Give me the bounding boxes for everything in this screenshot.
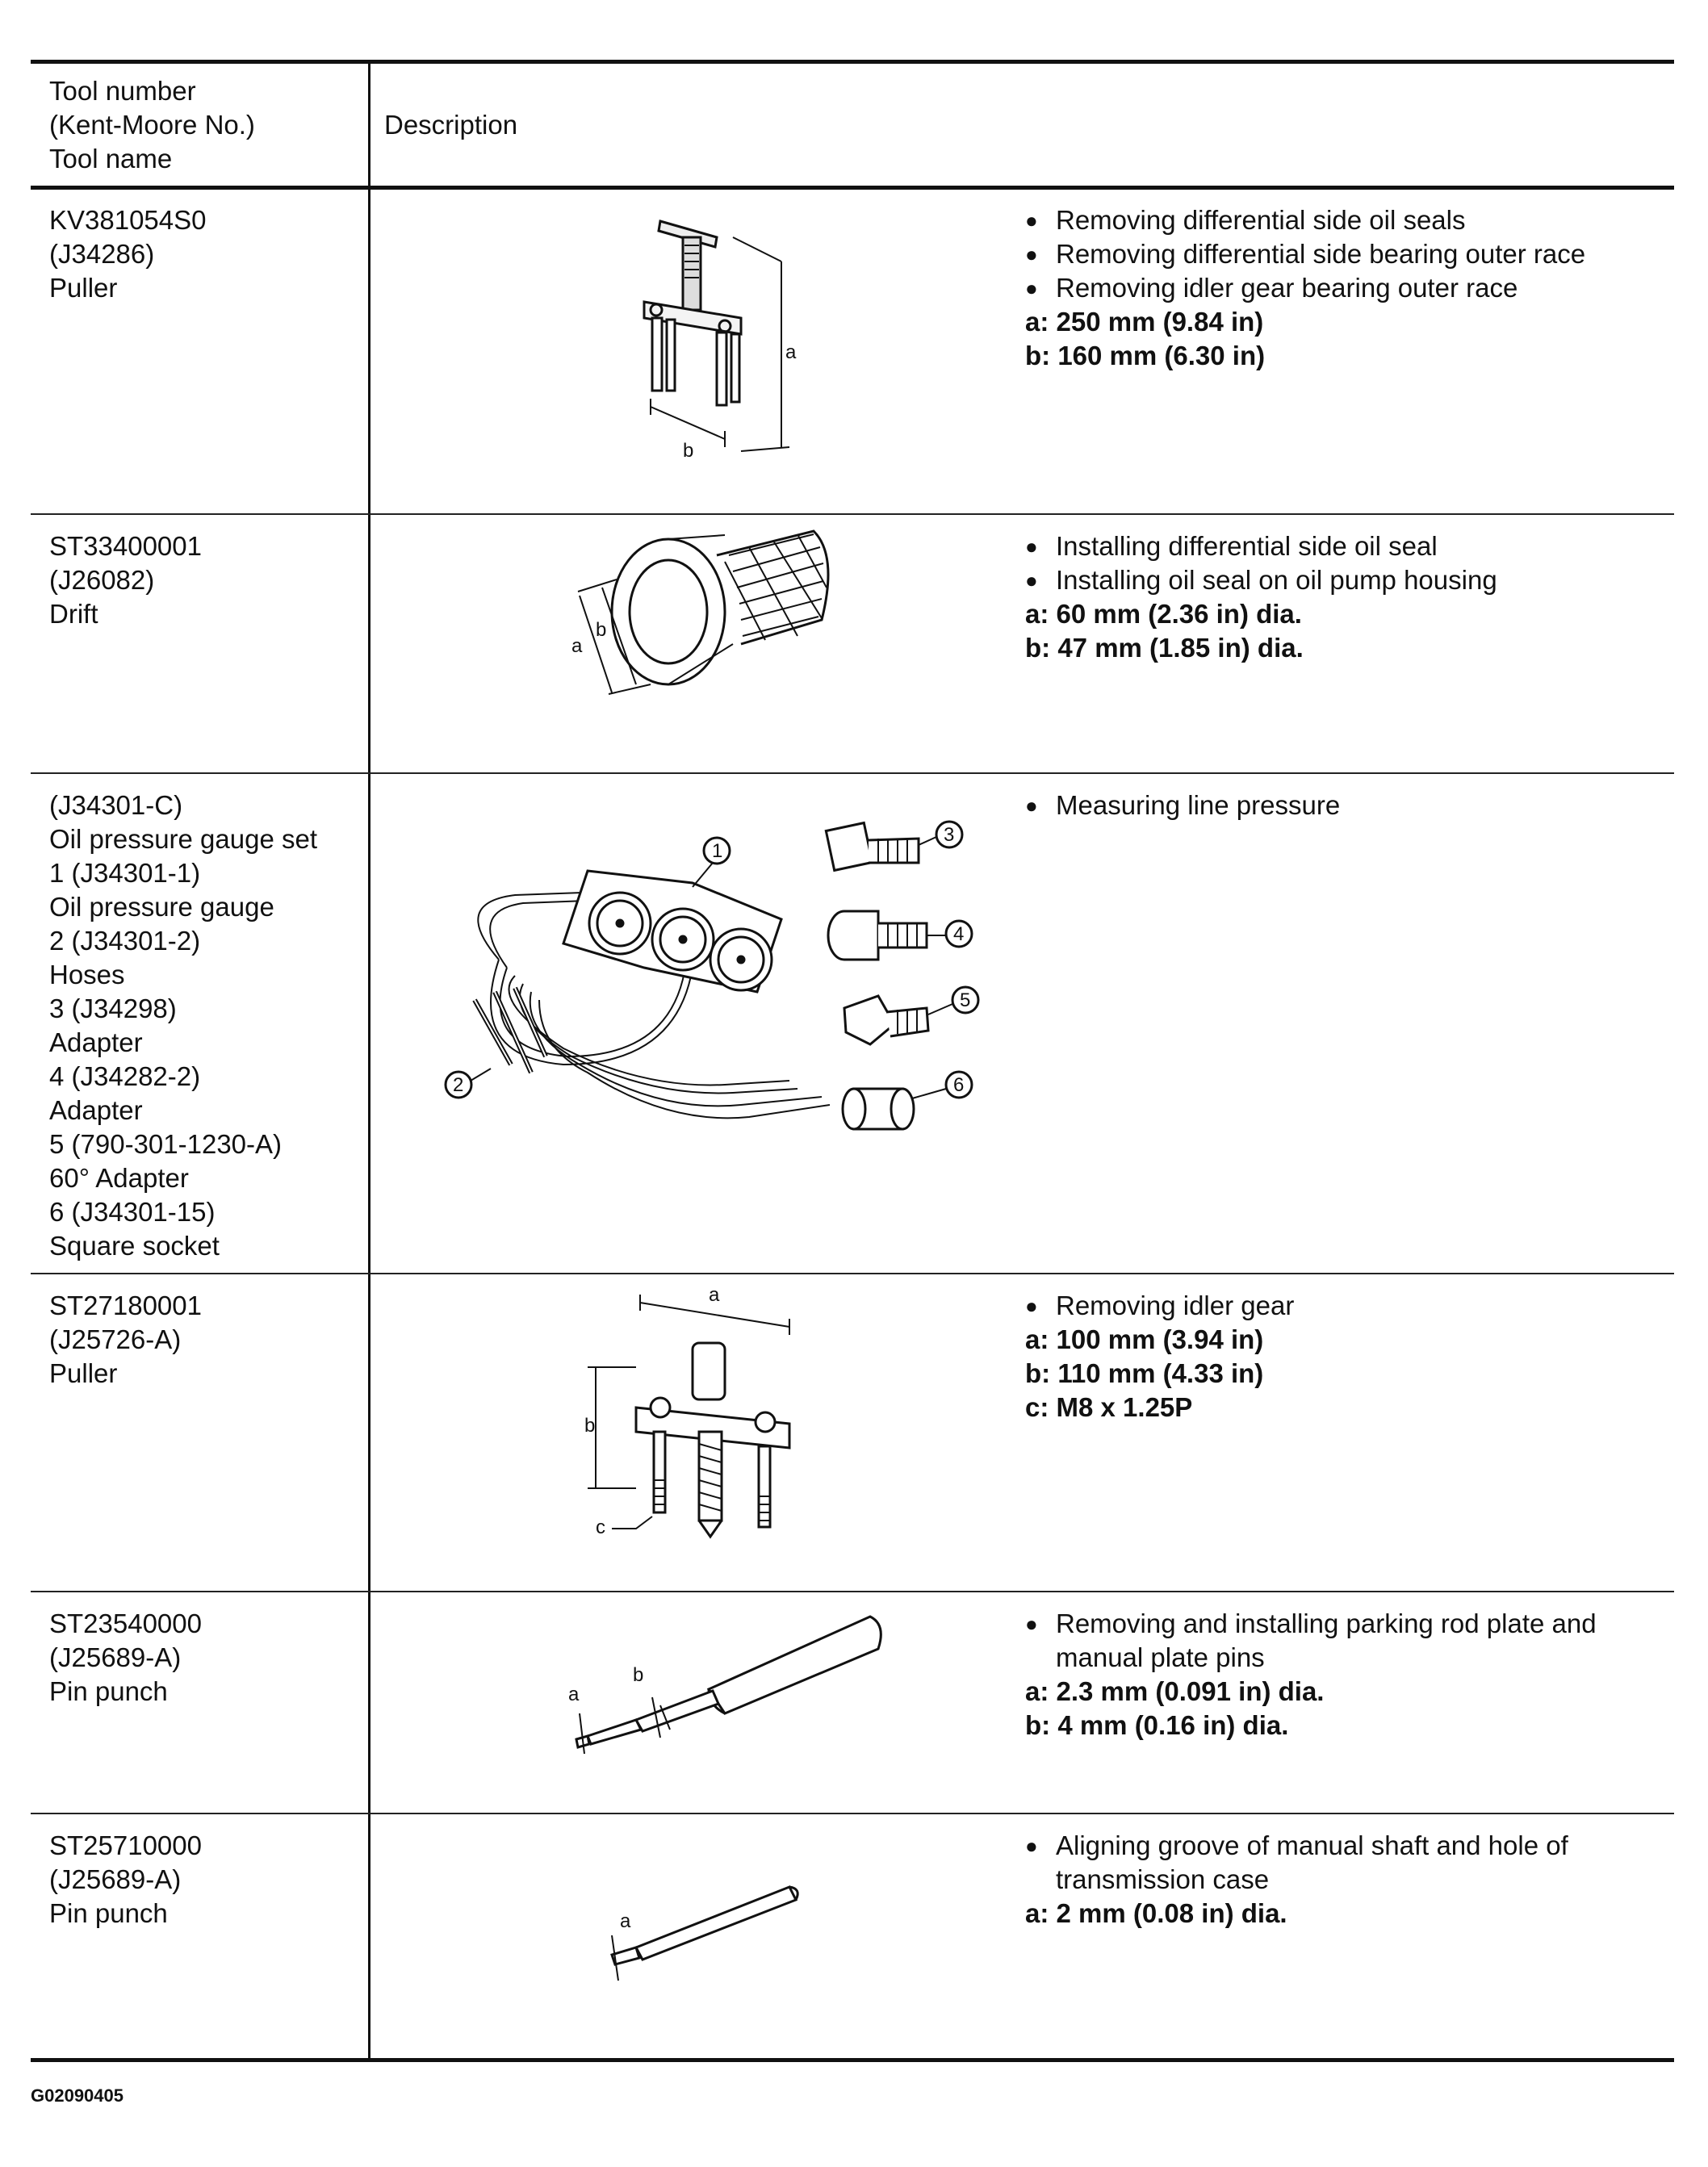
figure-code: G02090405 (31, 2085, 123, 2106)
callout-1: 1 (712, 840, 723, 862)
list-item: ● Removing idler gear bearing outer race (1025, 271, 1671, 305)
list-item: ● Removing idler gear (1025, 1289, 1671, 1323)
table-row (31, 1592, 1674, 1813)
dimension-label-a: a (568, 1684, 580, 1705)
bullet-icon: ● (1025, 1834, 1038, 1858)
dimension-label-b: b (633, 1664, 644, 1686)
bullet-icon: ● (1025, 242, 1038, 266)
part-name: Adapter (49, 1027, 143, 1057)
kent-moore-number: (J25726-A) (49, 1324, 182, 1354)
part-number: 6 (J34301-15) (49, 1197, 216, 1227)
list-item: ● Removing differential side oil seals (1025, 203, 1671, 237)
tool-name: Puller (49, 273, 118, 303)
dimension-label-a: a (709, 1284, 720, 1306)
callout-3: 3 (944, 824, 955, 846)
kit-name: Oil pressure gauge set (49, 824, 318, 854)
tool-id (49, 789, 317, 1263)
drift-illustration (555, 523, 862, 717)
header-tool-number: Tool number (49, 76, 196, 106)
puller-illustration (620, 205, 814, 471)
tool-number: KV381054S0 (49, 205, 207, 235)
callout-4: 4 (953, 923, 965, 945)
part-name: 60° Adapter (49, 1163, 189, 1193)
callout-6: 6 (953, 1074, 965, 1096)
bullet-icon: ● (1025, 793, 1038, 818)
oil-pressure-gauge-set-illustration (402, 806, 1015, 1210)
list-item: ● Measuring line pressure (1025, 789, 1671, 822)
tool-description (1025, 1607, 1671, 1742)
tool-description (1025, 1829, 1671, 1931)
table-row (31, 189, 1674, 513)
spec-value: a: 60 mm (2.36 in) dia. (1025, 599, 1302, 629)
kent-moore-number: (J25689-A) (49, 1864, 182, 1894)
tool-name: Pin punch (49, 1676, 168, 1706)
table-row (31, 515, 1674, 772)
table-top-rule (31, 60, 1674, 64)
header-tool-name: Tool name (49, 144, 173, 174)
list-item: ● Installing oil seal on oil pump housing (1025, 563, 1671, 597)
spec-value: b: 47 mm (1.85 in) dia. (1025, 633, 1304, 663)
spec-value: a: 2.3 mm (0.091 in) dia. (1025, 1676, 1325, 1706)
part-number: 4 (J34282-2) (49, 1061, 201, 1091)
tool-description (1025, 529, 1671, 665)
spec-value: a: 2 mm (0.08 in) dia. (1025, 1898, 1287, 1928)
table-bottom-rule (31, 2058, 1674, 2062)
table-row (31, 1814, 1674, 2058)
callout-2: 2 (453, 1074, 464, 1096)
tool-description (1025, 203, 1671, 373)
part-number: 2 (J34301-2) (49, 926, 201, 956)
spec-value: b: 110 mm (4.33 in) (1025, 1358, 1264, 1388)
table-row (31, 774, 1674, 1273)
spec-value: b: 4 mm (0.16 in) dia. (1025, 1710, 1289, 1740)
part-name: Hoses (49, 960, 125, 989)
kent-moore-number: (J25689-A) (49, 1642, 182, 1672)
tool-name: Drift (49, 599, 98, 629)
kent-moore-number: (J34286) (49, 239, 155, 269)
part-number: 5 (790-301-1230-A) (49, 1129, 283, 1159)
dimension-label-a: a (785, 341, 797, 363)
spec-value: c: M8 x 1.25P (1025, 1392, 1193, 1422)
list-item: ● Removing differential side bearing outer race (1025, 237, 1671, 271)
dimension-label-c: c (596, 1516, 605, 1538)
bullet-icon: ● (1025, 534, 1038, 558)
part-number: 3 (J34298) (49, 994, 177, 1023)
tool-number: ST25710000 (49, 1830, 202, 1860)
tool-number: ST27180001 (49, 1291, 202, 1320)
pin-punch-illustration (563, 1871, 806, 1992)
header-kent-moore: (Kent-Moore No.) (49, 110, 255, 140)
tool-id (49, 203, 207, 305)
part-number: 1 (J34301-1) (49, 858, 201, 888)
tool-description (1025, 1289, 1671, 1424)
callout-5: 5 (960, 989, 971, 1011)
bullet-icon: ● (1025, 1294, 1038, 1318)
tool-id (49, 1829, 202, 1931)
part-name: Oil pressure gauge (49, 892, 274, 922)
dimension-label-b: b (596, 619, 607, 641)
header-description: Description (384, 110, 518, 140)
tool-name: Puller (49, 1358, 118, 1388)
tool-number: ST23540000 (49, 1609, 202, 1638)
dimension-label-a: a (620, 1910, 631, 1932)
list-item: ● Aligning groove of manual shaft and hole of transmission case (1025, 1829, 1671, 1897)
list-item: ● Removing and installing parking rod plate and manual plate pins (1025, 1607, 1671, 1675)
list-item: ● Installing differential side oil seal (1025, 529, 1671, 563)
tool-number: ST33400001 (49, 531, 202, 561)
bullet-icon: ● (1025, 208, 1038, 232)
table-row (31, 1274, 1674, 1591)
dimension-label-b: b (683, 440, 694, 462)
idler-gear-puller-illustration (584, 1284, 846, 1553)
pin-punch-illustration (531, 1600, 902, 1762)
tool-id (49, 1289, 202, 1391)
dimension-label-a: a (571, 635, 583, 657)
tool-id (49, 1607, 202, 1709)
tool-description (1025, 789, 1671, 822)
kit-number: (J34301-C) (49, 790, 183, 820)
spec-value: a: 100 mm (3.94 in) (1025, 1324, 1264, 1354)
dimension-label-b: b (584, 1415, 596, 1437)
bullet-icon: ● (1025, 276, 1038, 300)
header-tool-column (49, 74, 255, 176)
spec-value: b: 160 mm (6.30 in) (1025, 341, 1266, 370)
part-name: Adapter (49, 1095, 143, 1125)
kent-moore-number: (J26082) (49, 565, 155, 595)
tool-id (49, 529, 202, 631)
part-name: Square socket (49, 1231, 220, 1261)
bullet-icon: ● (1025, 568, 1038, 592)
spec-value: a: 250 mm (9.84 in) (1025, 307, 1264, 337)
tool-name: Pin punch (49, 1898, 168, 1928)
bullet-icon: ● (1025, 1612, 1038, 1636)
